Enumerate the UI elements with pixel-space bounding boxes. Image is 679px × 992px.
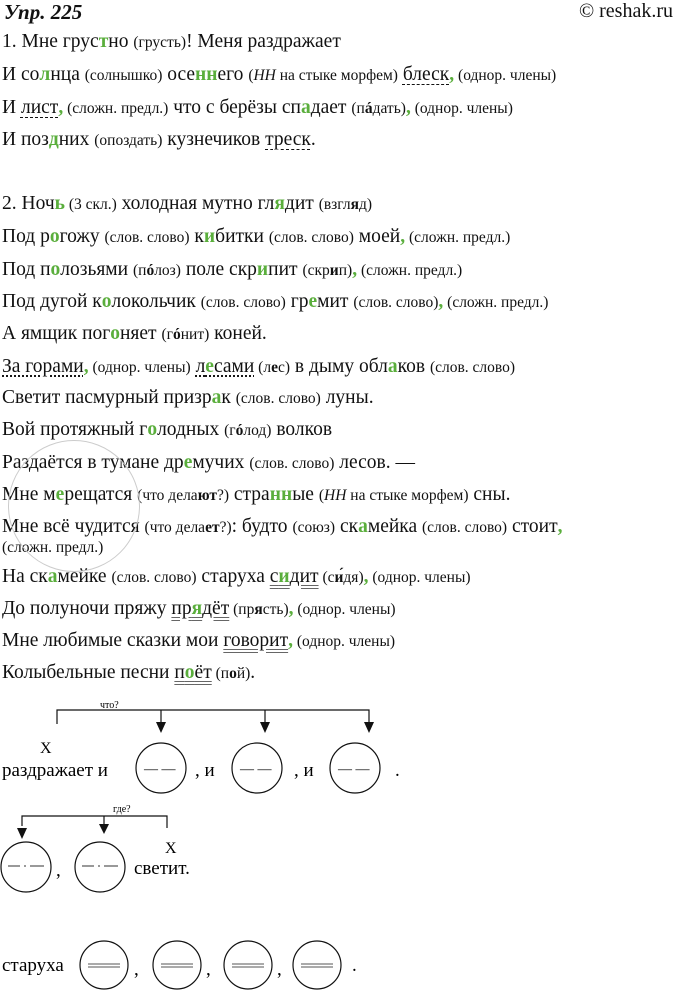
adverbial-underline: лесами xyxy=(195,356,255,377)
subject-underline: лист xyxy=(20,97,59,118)
svg-text:,: , xyxy=(134,959,139,980)
svg-text:— —: — — xyxy=(338,762,370,777)
exercise-title: Упр. 225 xyxy=(4,0,83,24)
svg-text:,: , xyxy=(277,959,282,980)
svg-text:светит.: светит. xyxy=(134,858,190,879)
text-line: До полуночи пряжу прядёт (прясть), (однор. члены) xyxy=(2,598,396,619)
adverbial-underline: За горами xyxy=(2,356,84,377)
header xyxy=(2,0,677,26)
site-credit: © reshak.ru xyxy=(578,0,673,22)
text-line: И поздних (опоздать) кузнечиков треск. xyxy=(2,129,316,150)
text-line: Раздаётся в тумане дремучих (слов. слово) лесов. — xyxy=(2,452,416,473)
text-line: 1. Мне грустно (грусть)! Меня раздражает xyxy=(2,31,341,52)
text-line: Колыбельные песни поёт (пой). xyxy=(2,662,256,683)
sentence-diagram-2 xyxy=(0,800,360,895)
sentence-diagram-3 xyxy=(0,935,360,992)
svg-text:.: . xyxy=(352,955,357,976)
svg-text:,: , xyxy=(56,860,61,881)
svg-text:где?: где? xyxy=(113,804,131,815)
svg-text:,: , xyxy=(206,959,211,980)
text-line: Мне всё чудится (что делает?): будто (союз) скамейка (слов. слово) стоит, xyxy=(2,516,563,537)
subject-underline: треск xyxy=(265,129,311,150)
svg-text:старуха: старуха xyxy=(2,955,64,976)
predicate-underline: сидит xyxy=(269,566,319,587)
text-line: За горами, (однор. члены) лесами (лес) в дыму облаков (слов. слово) xyxy=(2,356,516,377)
svg-text:.: . xyxy=(395,760,400,781)
svg-text:— —: — — xyxy=(240,762,272,777)
text-line: Мне мерещатся (что делают?) странные (НН на стыке морфем) сны. xyxy=(2,484,511,505)
svg-text:X: X xyxy=(40,740,52,757)
svg-text:раздражает и: раздражает и xyxy=(2,760,108,781)
predicate-underline: прядёт xyxy=(171,598,230,619)
text-line: И лист, (сложн. предл.) что с берёзы спадает (пáдать), (однор. члены) xyxy=(2,97,513,118)
text-line: Под дугой колокольчик (слов. слово) гремит (слов. слово), (сложн. предл.) xyxy=(2,291,549,312)
text-line: Вой протяжный голодных (гóлод) волков xyxy=(2,419,333,440)
svg-text:, и: , и xyxy=(195,760,215,781)
text-line: Под рогожу (слов. слово) кибитки (слов. слово) моей, (сложн. предл.) xyxy=(2,226,511,247)
text-line: (сложн. предл.) xyxy=(2,539,104,556)
svg-text:X: X xyxy=(165,840,177,857)
text-line: А ямщик погоняет (гóнит) коней. xyxy=(2,323,267,344)
subject-underline: блеск xyxy=(402,64,450,85)
text-line: Светит пасмурный призрак (слов. слово) луны. xyxy=(2,387,374,408)
svg-text:, и: , и xyxy=(294,760,314,781)
text-line: Мне любимые сказки мои говорит, (однор. члены) xyxy=(2,630,396,651)
predicate-underline: говорит xyxy=(223,630,289,651)
text-line: На скамейке (слов. слово) старуха сидит (си́дя), (однор. члены) xyxy=(2,566,471,587)
text-line: И солнца (солнышко) осеннего (НН на стыке морфем) блеск, (однор. члены) xyxy=(2,64,557,85)
svg-text:— —: — — xyxy=(144,762,176,777)
svg-text:что?: что? xyxy=(100,700,119,711)
sentence-diagram-1 xyxy=(0,698,420,798)
predicate-underline: поёт xyxy=(174,662,212,683)
text-line: Под полозьями (пóлоз) поле скрипит (скрип), (сложн. предл.) xyxy=(2,259,463,280)
text-line: 2. Ночь (3 скл.) холодная мутно глядит (взгляд) xyxy=(2,193,373,214)
